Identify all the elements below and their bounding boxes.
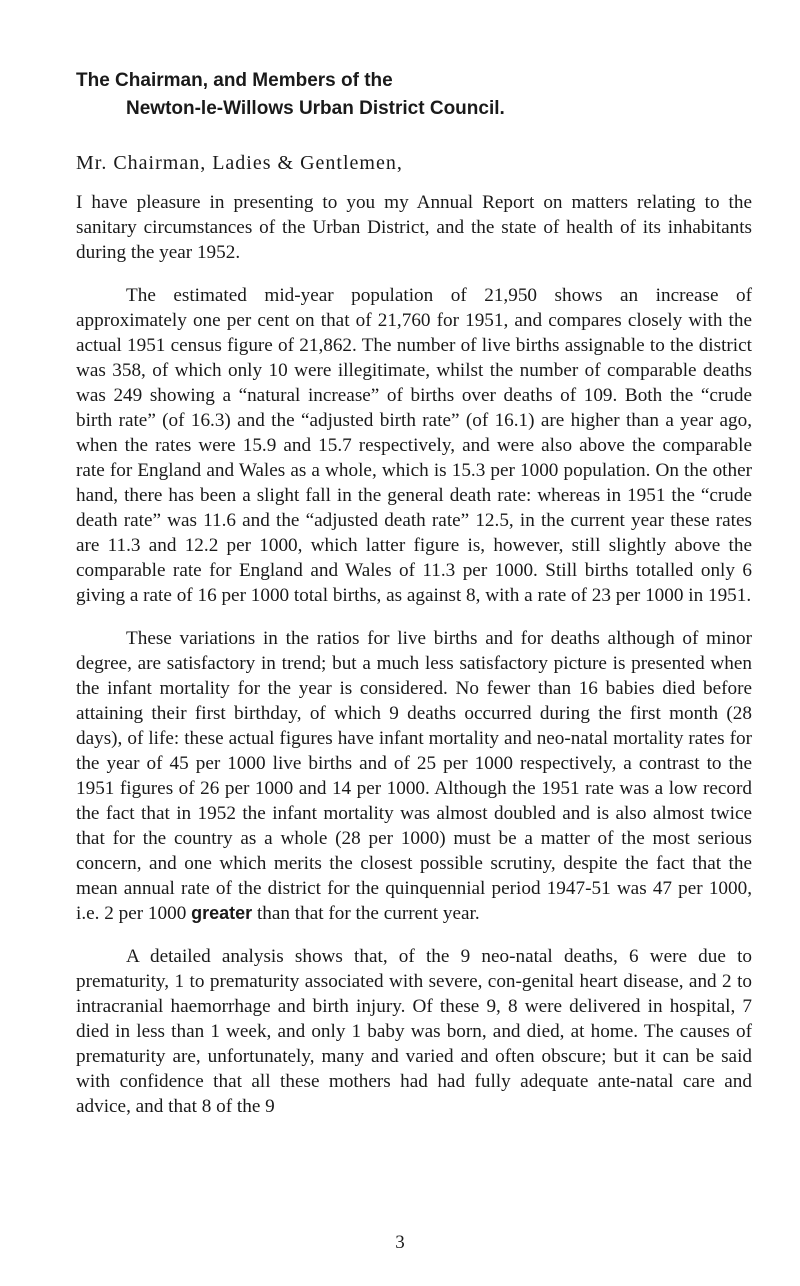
paragraph-2: The estimated mid-year population of 21,950 shows an increase of approximately one per cent on that of 21,760 for 1951, and compares closely with the actual 1951 census figure of 21,862. The number of live births assignable to the district was 358, of which only 10 were illegitimate, whilst the number of comparable deaths was 249 showing a “natural increase” of births over deaths of 109. Both the “crude birth rate” (of 16.3) and the “adjusted birth rate” (of 16.1) are higher than a year ago, when the rates were 15.9 and 15.7 respectively, and were also above the comparable rate for England and Wales as a whole, which is 15.3 per 1000 population. On the other hand, there has been a slight fall in the general death rate: whereas in 1951 the “crude death rate” was 11.6 and the “adjusted death rate” 12.5, in the current year these rates are 11.3 and 12.2 per 1000, which latter figure is, however, still slightly above the comparable rate for England and Wales of 11.3 per 1000. Still births totalled only 6 giving a rate of 16 per 1000 total births, as against 8, with a rate of 23 per 1000 in 1951. xyxy=(76,285,752,606)
page-number: 3 xyxy=(395,1232,405,1253)
paragraph-3-text-before: These variations in the ratios for live births and for deaths although of minor degree, are satisfactory in trend; but a much less satisfactory picture is presented when the infant mortality for the year is considered. No fewer than 16 babies died before attaining their first birthday, of which 9 deaths occurred during the first month (28 days), of life: these actual figures have infant mortality and neo-natal mortality rates for the year of 45 per 1000 live births and of 25 per 1000 respectively, a contrast to the 1951 figures of 26 per 1000 and 14 per 1000. Although the 1951 rate was a low record the fact that in 1952 the infant mortality was almost doubled and is also almost twice that for the country as a whole (28 per 1000) must be a matter of the most serious concern, and one which merits the closest possible scrutiny, despite the fact that the mean annual rate of the district for the quinquennial period 1947-51 was 47 per 1000, i.e. 2 per 1000 xyxy=(76,628,752,924)
paragraph-4: A detailed analysis shows that, of the 9 neo-natal deaths, 6 were due to prematurity, 1 to prematurity associated with severe, con-genital heart disease, and 2 to intracranial haemorrhage and birth injury. Of these 9, 8 were delivered in hospital, 7 died in less than 1 week, and only 1 baby was born, and died, at home. The causes of prematurity are, unfortunately, many and varied and often obscure; but it can be said with confidence that all these mothers had had fully adequate ante-natal care and advice, and that 8 of the 9 xyxy=(76,946,752,1117)
addressee-line-1: The Chairman, and Members of the xyxy=(76,70,393,91)
paragraph-1: I have pleasure in presenting to you my Annual Report on matters relating to the sanitary circumstances of the Urban District, and the state of health of its inhabitants during the year 1952. xyxy=(76,192,752,263)
paragraph-3-emphasis: greater xyxy=(191,903,253,923)
paragraph-3-text-after: than that for the current year. xyxy=(252,903,480,924)
addressee-line-2: Newton-le-Willows Urban District Council. xyxy=(126,98,505,119)
salutation: Mr. Chairman, Ladies & Gentlemen, xyxy=(76,152,403,174)
report-page xyxy=(76,68,752,1119)
paragraph-3 xyxy=(76,626,752,926)
